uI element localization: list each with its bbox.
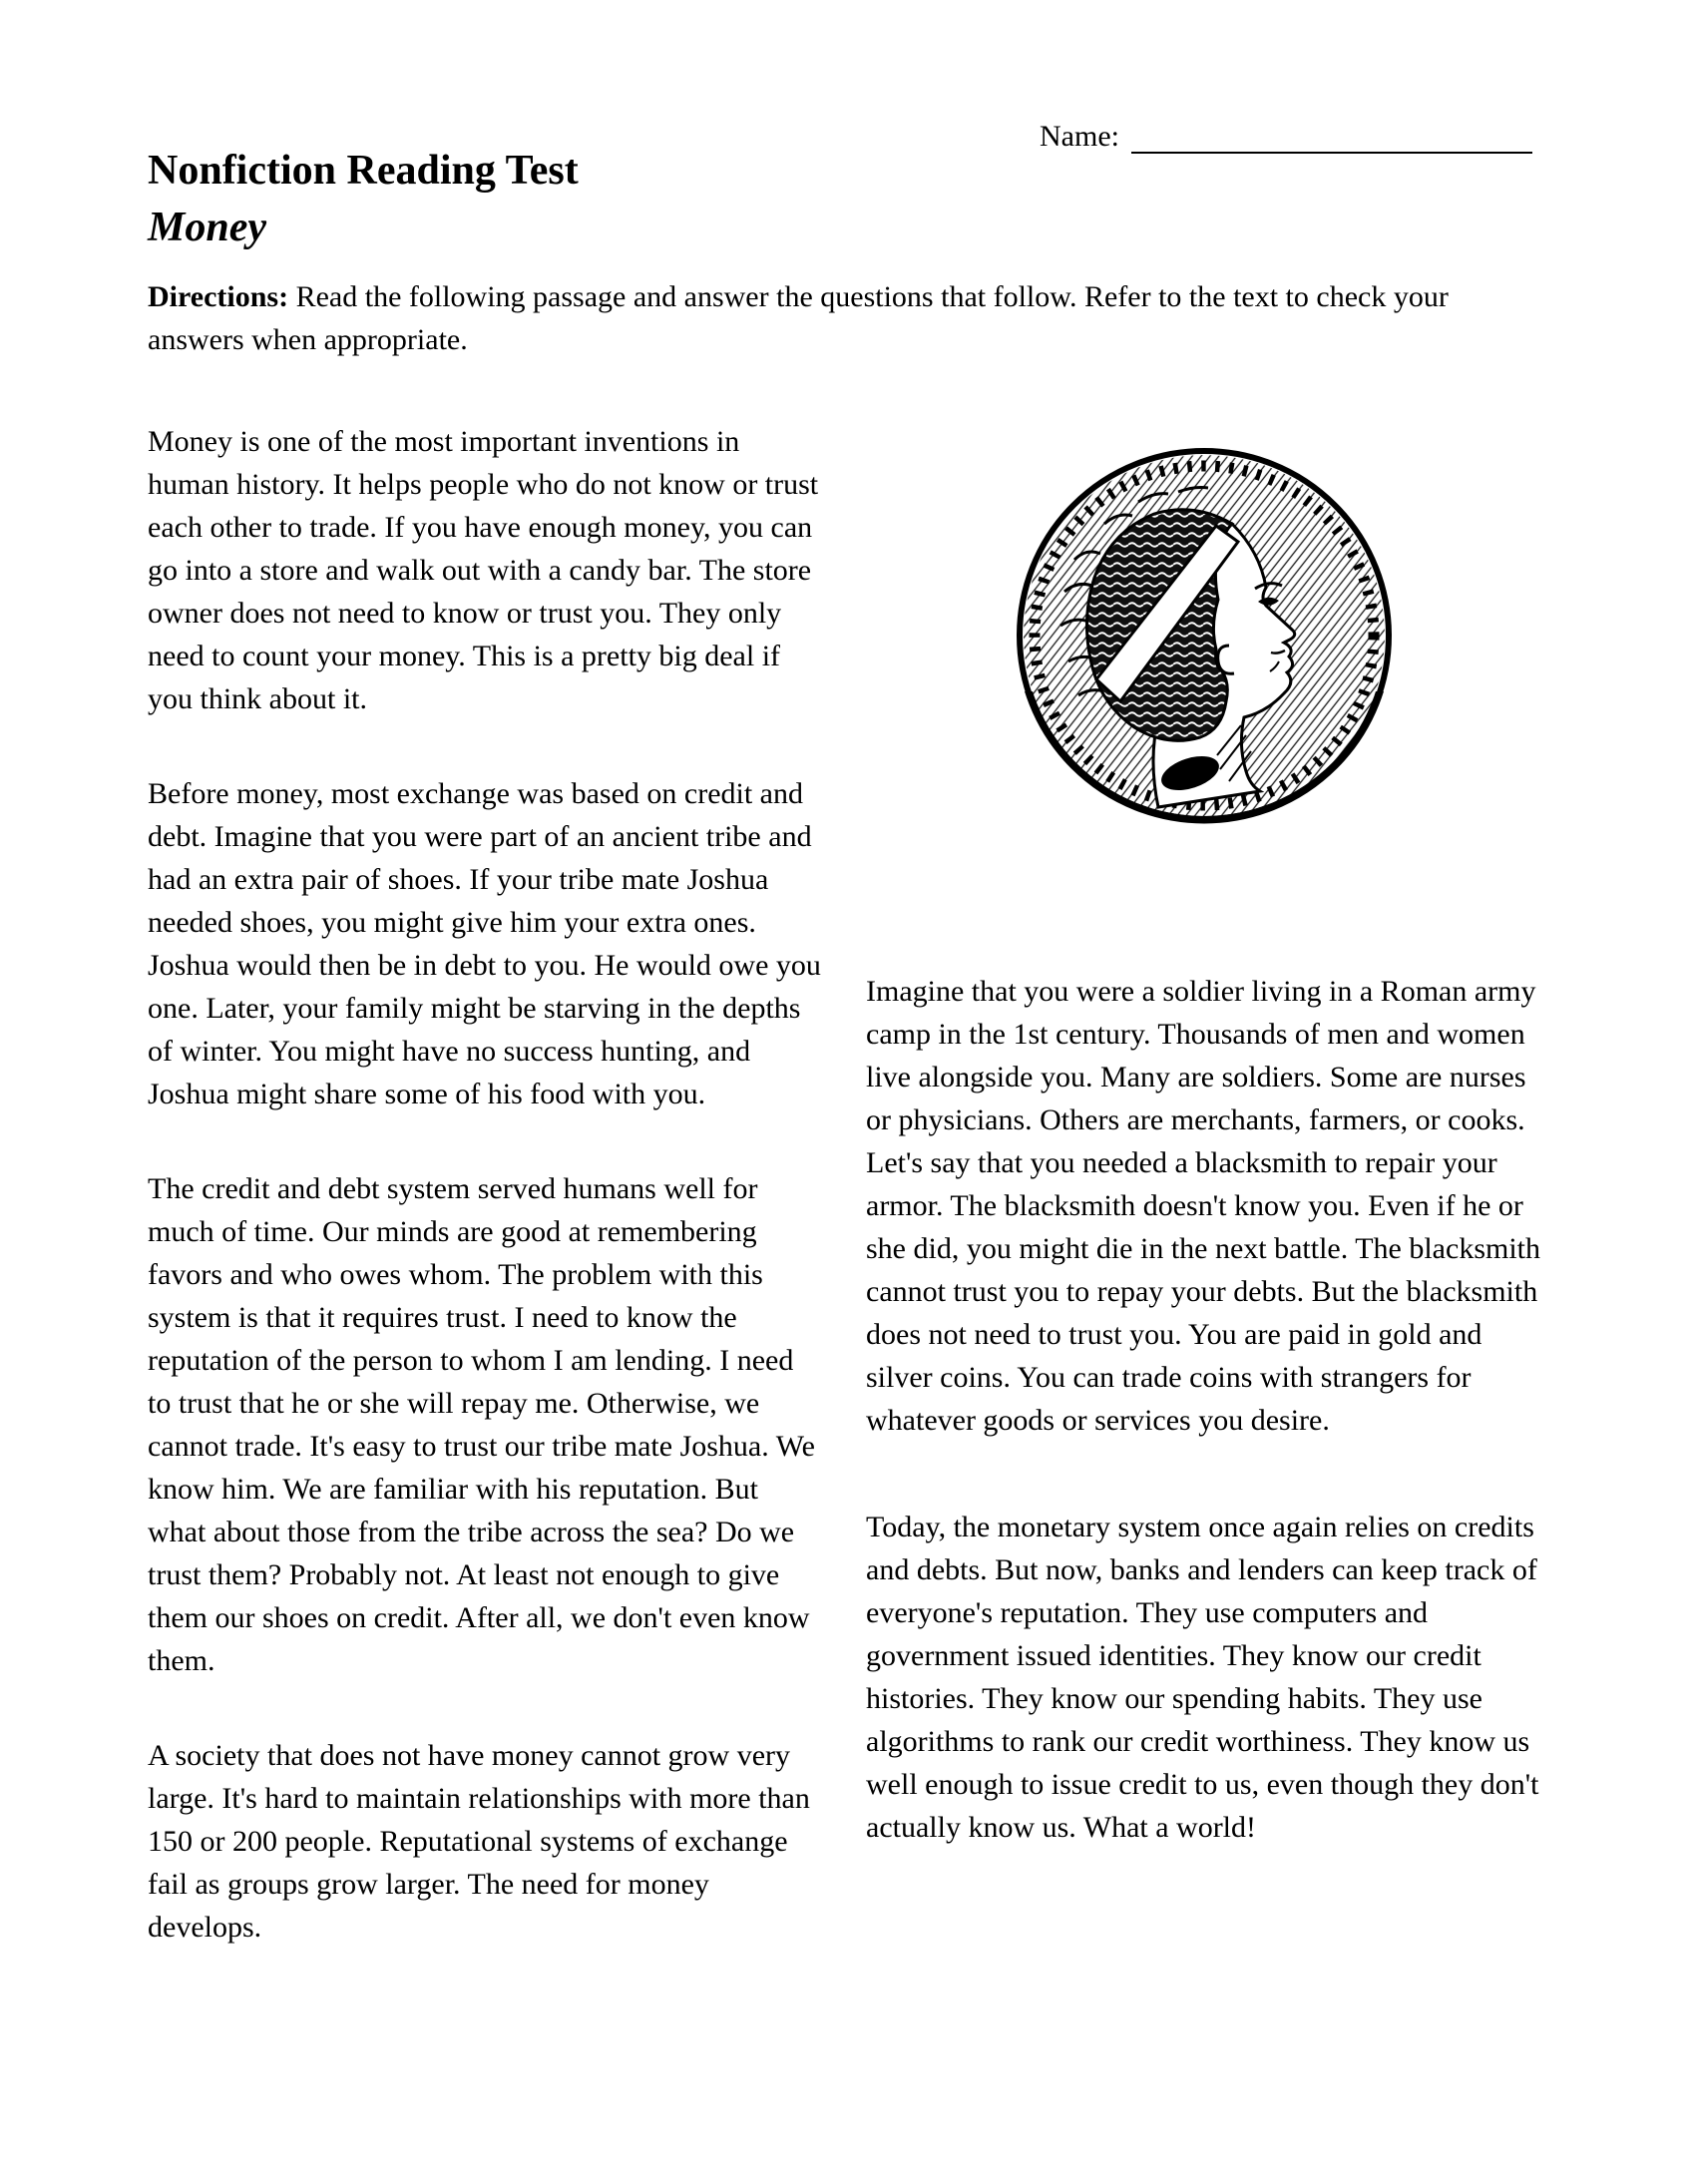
passage-paragraph-2: Before money, most exchange was based on credit and debt. Imagine that you were part of an ancient tribe and had an extra pair of shoes. If your tribe mate Joshua needed shoes, you might give him your extra ones. Joshua would then be in debt to you. He would owe you one. Later, your family might be starving in the depths of winter. You might have no success hunting, and Joshua might share some of his food with you. <box>148 777 821 1110</box>
coin-figure <box>1009 440 1400 836</box>
directions-label: Directions: <box>148 280 289 313</box>
directions <box>148 275 1544 361</box>
passage-paragraph-1: Money is one of the most important inventions in human history. It helps people who do not know or trust each other to trade. If you have enough money, you can go into a store and walk out with a candy bar. The store owner does not need to know or trust you. They only need to count your money. This is a pretty big deal if you think about it. <box>148 425 819 715</box>
name-blank-line <box>1131 118 1532 154</box>
passage-paragraph-3: The credit and debt system served humans well for much of time. Our minds are good at remembering favors and who owes whom. The problem with this system is that it requires trust. I need to know the reputation of the person to whom I am lending. I need to trust that he or she will repay me. Otherwise, we cannot trade. It's easy to trust our tribe mate Joshua. We know him. We are familiar with his reputation. But what about those from the tribe across the sea? Do we trust them? Probably not. At least not enough to give them our shoes on credit. After all, we don't even know them. <box>148 1172 815 1677</box>
passage-paragraph-5: Imagine that you were a soldier living in a Roman army camp in the 1st century. Thousands of men and women live alongside you. Many are soldiers. Some are nurses or physicians. Others are merchants, farmers, or cooks. Let's say that you needed a blacksmith to repair your armor. The blacksmith doesn't know you. Even if he or she did, you might die in the next battle. The blacksmith cannot trust you to repay your debts. But the blacksmith does not need to trust you. You are paid in gold and silver coins. You can trade coins with strangers for whatever goods or services you desire. <box>866 975 1540 1437</box>
right-column <box>866 420 1541 2000</box>
coin-face-group <box>1024 455 1385 816</box>
passage-paragraph-4: A society that does not have money cannot grow very large. It's hard to maintain relationships with more than 150 or 200 people. Reputational systems of exchange fail as groups grow larger. The need for money develops. <box>148 1739 810 1944</box>
name-row <box>1040 118 1532 154</box>
roman-coin-image <box>1009 440 1400 831</box>
name-label: Name: <box>1040 120 1119 153</box>
page-title: Nonfiction Reading Test <box>148 148 579 194</box>
passage-columns <box>148 420 1541 2000</box>
page-subtitle: Money <box>148 205 266 250</box>
directions-text: Read the following passage and answer the questions that follow. Refer to the text to check your answers when appropriate. <box>148 280 1449 356</box>
left-column <box>148 420 823 2000</box>
passage-paragraph-6: Today, the monetary system once again relies on credits and debts. But now, banks and lenders can keep track of everyone's reputation. They use computers and government issued identities. They know our credit histories. They know our spending habits. They use algorithms to rank our credit worthiness. They know us well enough to issue credit to us, even though they don't actually know us. What a world! <box>866 1511 1539 1844</box>
